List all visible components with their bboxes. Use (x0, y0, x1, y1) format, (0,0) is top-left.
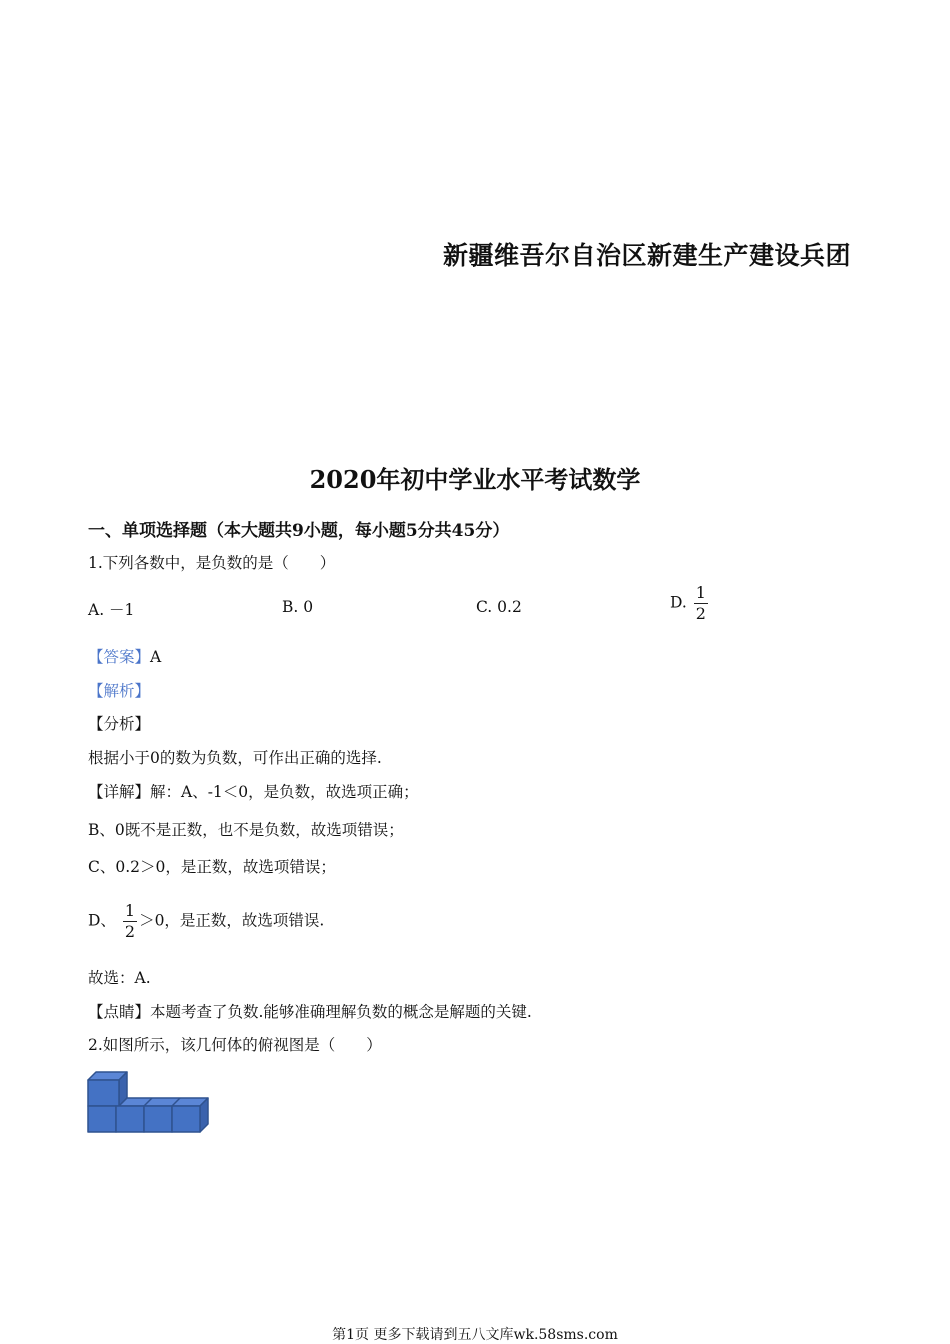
answer-line (88, 645, 161, 667)
fenxi-text: 根据小于0的数为负数，可作出正确的选择. (88, 749, 382, 767)
fraction-numerator: 1 (695, 583, 706, 602)
conclusion: 故选：A. (88, 969, 151, 987)
comment: 【点睛】本题考查了负数.能够准确理解负数的概念是解题的关键. (88, 1003, 532, 1021)
fraction-half (123, 903, 137, 940)
analysis-tag: 【解析】 (88, 682, 151, 700)
option-c: C. 0.2 (476, 598, 522, 616)
fraction-half (694, 585, 708, 622)
fraction-denominator: 2 (124, 922, 136, 941)
geometry-figure (84, 1068, 214, 1138)
detail-line: 【详解】解：A、-1＜0，是负数，故选项正确； (88, 783, 419, 801)
figure-top-face (119, 1098, 208, 1106)
question-2-stem: 2.如图所示，该几何体的俯视图是（ ） (88, 1036, 382, 1054)
option-b: B. 0 (282, 598, 314, 616)
figure-cube (172, 1106, 200, 1132)
section-title: 一、单项选择题（本大题共9小题，每小题5分共45分） (88, 521, 510, 541)
option-d-label: D. (670, 593, 687, 612)
region-title: 新疆维吾尔自治区新建生产建设兵团 (443, 241, 852, 270)
fraction-denominator: 2 (695, 604, 706, 623)
figure-upper-cube (88, 1080, 119, 1106)
page-footer: 第1页 更多下载请到五八文库wk.58sms.com (332, 1327, 618, 1343)
exam-title: 2020年初中学业水平考试数学 (309, 465, 641, 494)
explanation-d-prefix: D、 (88, 911, 116, 930)
explanation-d-suffix: ＞0，是正数，故选项错误. (139, 911, 325, 930)
figure-cube (116, 1106, 144, 1132)
option-a: A. －1 (88, 601, 135, 619)
question-1-stem: 1.下列各数中，是负数的是（ ） (88, 554, 336, 572)
figure-cube (88, 1106, 116, 1132)
explanation-c: C、0.2＞0，是正数，故选项错误； (88, 858, 336, 876)
answer-tag: 【答案】 (88, 648, 151, 666)
explanation-b: B、0既不是正数，也不是负数，故选项错误； (88, 821, 404, 839)
fraction-numerator: 1 (124, 901, 136, 920)
option-d (670, 585, 710, 622)
explanation-d (88, 903, 324, 940)
figure-cube (144, 1106, 172, 1132)
fenxi-tag: 【分析】 (88, 715, 151, 733)
answer-value: A (150, 648, 162, 666)
